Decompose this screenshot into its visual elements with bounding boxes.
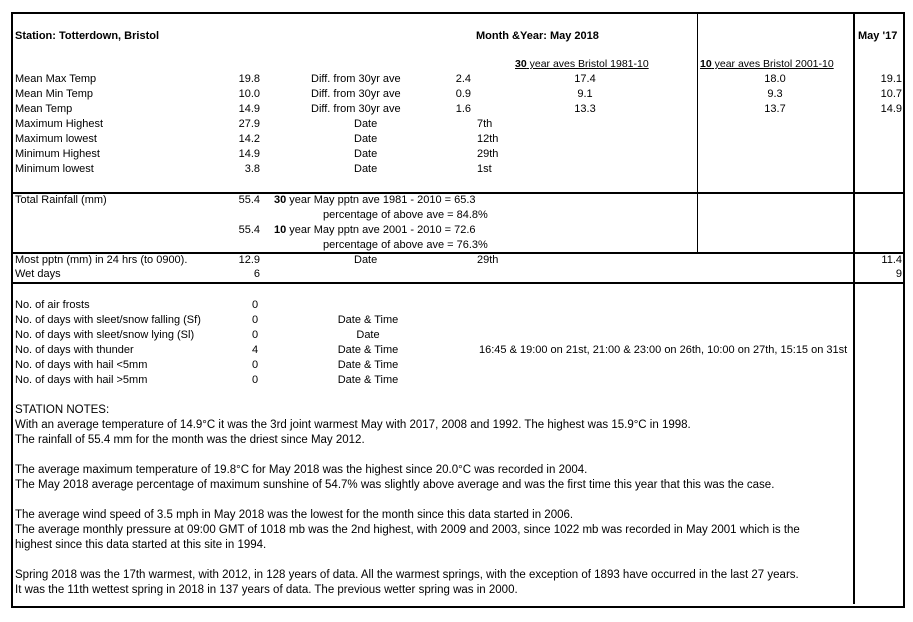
rainfall-value: 55.4: [238, 194, 260, 206]
bottom-border: [11, 606, 905, 608]
count-dt: 16:45 & 19:00 on 21st, 21:00 & 23:00 on 26th, 10:00 on 27th, 15:15 on 31st: [479, 344, 848, 356]
count-row-label: No. of days with hail >5mm: [15, 374, 148, 386]
temp-row-value: 19.8: [238, 73, 260, 85]
extreme-date-label: Date: [354, 133, 378, 145]
left-border: [11, 12, 13, 608]
temp-prev-value: 19.1: [880, 73, 902, 85]
note-line: highest since this data started at this site in 1994.: [15, 539, 267, 551]
rain-pct30-line: percentage of above ave = 84.8%: [323, 209, 488, 221]
temp-row-value: 14.9: [238, 103, 260, 115]
count-row-value: 0: [252, 299, 259, 311]
rainfall-label: Total Rainfall (mm): [15, 194, 107, 206]
count-dt-label: Date & Time: [337, 374, 399, 386]
extreme-row-label: Minimum Highest: [15, 148, 100, 160]
ave10-col-divider: [697, 12, 698, 253]
temp-row-label: Mean Min Temp: [15, 88, 94, 100]
rain-ave30-line: 30 year May pptn ave 1981 - 2010 = 65.3: [274, 194, 476, 206]
note-line: With an average temperature of 14.9°C it was the 3rd joint warmest May with 2017, 2008 and 1992. The highest was 15.9°C in 1998.: [15, 419, 691, 431]
rain-pct10-line: percentage of above ave = 76.3%: [323, 239, 488, 251]
extreme-date: 1st: [477, 163, 492, 175]
count-row-label: No. of air frosts: [15, 299, 90, 311]
count-dt-label: Date & Time: [337, 314, 399, 326]
right-border: [903, 12, 905, 608]
extreme-date: 29th: [477, 148, 499, 160]
prev-year-header: May '17: [858, 30, 898, 42]
top-border: [11, 12, 905, 14]
temp-ave10-value: 13.7: [764, 103, 786, 115]
most-pptn-label: Most pptn (mm) in 24 hrs (to 0900).: [15, 254, 188, 266]
count-row-label: No. of days with thunder: [15, 344, 134, 356]
rainfall-value-2: 55.4: [238, 224, 260, 236]
count-dt-label: Date & Time: [337, 359, 399, 371]
extreme-row-value: 14.9: [238, 148, 260, 160]
count-row-label: No. of days with sleet/snow falling (Sf): [15, 314, 201, 326]
temp-row-label: Mean Temp: [15, 103, 73, 115]
ave10-header: 10 year aves Bristol 2001-10: [700, 58, 834, 70]
wet-days-prev: 9: [895, 268, 902, 280]
note-line: The May 2018 average percentage of maximum sunshine of 54.7% was slightly above average and was the first time this year that this was the case.: [15, 479, 775, 491]
temp-ave30-value: 9.1: [577, 88, 593, 100]
extreme-row-label: Minimum lowest: [15, 163, 94, 175]
temp-diff-label: Diff. from 30yr ave: [311, 88, 401, 100]
rain-ave10-line: 10 year May pptn ave 2001 - 2010 = 72.6: [274, 224, 476, 236]
extreme-date: 7th: [477, 118, 493, 130]
station-title: Station: Totterdown, Bristol: [15, 30, 160, 42]
month-year-title: Month &Year: May 2018: [476, 30, 599, 42]
temp-diff-value: 2.4: [455, 73, 471, 85]
extreme-date: 12th: [477, 133, 499, 145]
counts-top-border: [11, 282, 905, 284]
note-line: The average maximum temperature of 19.8°C for May 2018 was the highest since 20.0°C was recorded in 2004.: [15, 464, 588, 476]
most-pptn-value: 12.9: [238, 254, 260, 266]
temp-diff-value: 0.9: [455, 88, 471, 100]
note-line: It was the 11th wettest spring in 2018 in 137 years of data. The previous wetter spring was in 2000.: [15, 584, 518, 596]
count-dt-label: Date & Time: [337, 344, 399, 356]
extreme-row-value: 14.2: [238, 133, 260, 145]
temp-row-value: 10.0: [238, 88, 260, 100]
temp-ave10-value: 9.3: [767, 88, 783, 100]
note-line: Spring 2018 was the 17th warmest, with 2012, in 128 years of data. All the warmest springs, with the exception of 1893 have occurred in the last 27 years.: [15, 569, 799, 581]
count-row-value: 0: [252, 359, 259, 371]
wet-days-label: Wet days: [15, 268, 61, 280]
count-dt-label: Date: [356, 329, 380, 341]
extreme-row-label: Maximum lowest: [15, 133, 97, 145]
note-line: The average wind speed of 3.5 mph in May 2018 was the lowest for the month since this data started in 2006.: [15, 509, 574, 521]
temp-row-label: Mean Max Temp: [15, 73, 97, 85]
extreme-date-label: Date: [354, 163, 378, 175]
extreme-date-label: Date: [354, 118, 378, 130]
temp-ave30-value: 13.3: [574, 103, 596, 115]
notes-title: STATION NOTES:: [15, 404, 110, 416]
wet-days-value: 6: [253, 268, 260, 280]
temp-ave10-value: 18.0: [764, 73, 786, 85]
note-line: The average monthly pressure at 09:00 GMT of 1018 mb was the 2nd highest, with 2009 and 2003, since 1022 mb was recorded in May 2001 which is the: [15, 524, 800, 536]
extreme-row-label: Maximum Highest: [15, 118, 104, 130]
extreme-date-label: Date: [354, 148, 378, 160]
count-row-value: 4: [252, 344, 259, 356]
temp-prev-value: 14.9: [880, 103, 902, 115]
most-pptn-prev: 11.4: [881, 254, 902, 266]
extreme-row-value: 27.9: [238, 118, 260, 130]
most-pptn-date: 29th: [477, 254, 499, 266]
extreme-row-value: 3.8: [244, 163, 260, 175]
count-row-label: No. of days with sleet/snow lying (Sl): [15, 329, 195, 341]
count-row-value: 0: [252, 314, 259, 326]
count-row-value: 0: [252, 374, 259, 386]
count-row-label: No. of days with hail <5mm: [15, 359, 148, 371]
temp-diff-label: Diff. from 30yr ave: [311, 103, 401, 115]
ave30-header: 30 year aves Bristol 1981-10: [515, 58, 649, 70]
count-row-value: 0: [252, 329, 259, 341]
temp-diff-label: Diff. from 30yr ave: [311, 73, 401, 85]
most-pptn-date-label: Date: [354, 254, 378, 266]
temp-prev-value: 10.7: [880, 88, 902, 100]
note-line: The rainfall of 55.4 mm for the month was the driest since May 2012.: [15, 434, 365, 446]
temp-ave30-value: 17.4: [574, 73, 596, 85]
temp-diff-value: 1.6: [455, 103, 471, 115]
